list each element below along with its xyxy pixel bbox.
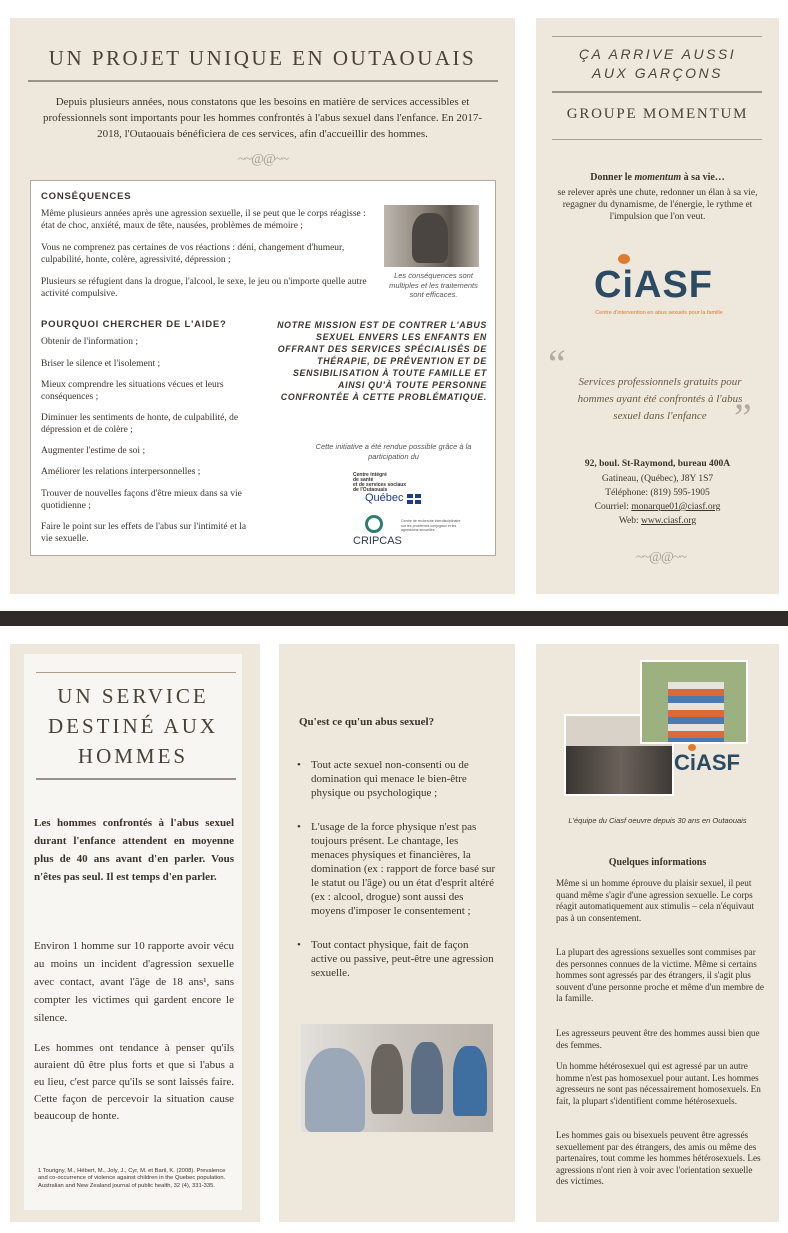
rule [36, 778, 236, 780]
web-link[interactable]: www.ciasf.org [641, 516, 697, 526]
team-photo-scene [566, 746, 674, 796]
cripcas-name: CRIPCAS [353, 535, 402, 547]
photo-caption: Les conséquences sont multiples et les traitements sont efficaces. [389, 271, 478, 299]
team-photo-caption: L'équipe du Ciasf oeuvre depuis 30 ans en Outaouais [568, 816, 747, 825]
web-label: Web: [618, 516, 642, 526]
inner-card [24, 654, 242, 1210]
cisss-logo-line: de santé [353, 477, 374, 483]
email-line [536, 502, 779, 512]
ciasf-subtitle: Centre d'intervention en abus sexuels pour la famille [595, 310, 723, 316]
person-silhouette [412, 213, 448, 263]
panel-bottom-right [536, 644, 779, 1222]
cisss-outaouais-logo [351, 472, 441, 504]
sad-man-photo [384, 205, 479, 267]
title-underline [28, 80, 498, 82]
definition-text: Tout contact physique, fait de façon active ou passive, peut-être une agression sexuelle. [311, 939, 494, 979]
ornament-divider: ~~@@~~ [238, 152, 289, 167]
close-quote-icon: ” [734, 395, 752, 440]
open-quote-icon: “ [548, 341, 566, 386]
section-title-line-3: HOMMES [77, 744, 189, 768]
definition-item [297, 820, 497, 918]
ciasf-small-wordmark: CiASF [674, 750, 740, 775]
panel-bottom-middle [279, 644, 515, 1222]
info-paragraph: Les agresseurs peuvent être des hommes aussi bien que des femmes. [556, 1028, 760, 1050]
definition-item [297, 758, 497, 800]
why-item: Faire le point sur les effets de l'abus sur l'intimité et la vie sexuelle. [41, 522, 247, 544]
services-quote: Services professionnels gratuits pour hommes ayant été confrontés à l'abus sexuel dans l'enfance [577, 376, 743, 422]
bold-statement: Les hommes confrontés à l'abus sexuel durant l'enfance attendent en moyenne plus de 40 ans avant d'en parler. Vous n'êtes pas seul. Il est temps d'en parler. [34, 817, 234, 883]
panel-top-left [10, 18, 515, 594]
why-item: Améliorer les relations interpersonnelles ; [41, 467, 201, 477]
web-line [536, 516, 779, 526]
address-line: 92, boul. St-Raymond, bureau 400A [584, 459, 731, 469]
momentum-text: se relever après une chute, redonner un élan à sa vie, regagner du dynamisme, de l'énergie, le rythme et l'impulsion que l'on veut. [557, 188, 758, 222]
consequences-heading: CONSÉQUENCES [41, 191, 132, 202]
intro-text: Depuis plusieurs années, nous constatons que les besoins en matière de services accessibles et professionnels sont importants pour les hommes confrontés à l'abus sexuel dans l'enfance. En 2017-2018, l'Outaouais bénéficiera de ces services, afin d'accueillir des hommes. [43, 96, 482, 140]
footnote: 1 Tourigny, M., Hébert, M., Joly, J., Cyr, M. et Baril, K. (2008). Prevalence and co-occurrence of violence against children in the Quebec population. Australian and New Zealand journal of public health, 32 (4), 331-335. [38, 1168, 226, 1189]
tagline-line-2: AUX GARÇONS [592, 65, 723, 81]
ciasf-logo [594, 254, 724, 326]
consequence-item: Plusieurs se réfugient dans la drogue, l'alcool, le sexe, le jeu ou n'importe quelle autre activité compulsive. [41, 277, 367, 299]
quebec-wordmark: Québec [365, 492, 404, 504]
why-item: Diminuer les sentiments de honte, de culpabilité, de dépression et de colère ; [41, 413, 239, 435]
person-silhouette [371, 1044, 403, 1114]
content-box [30, 180, 496, 556]
person-silhouette [411, 1042, 443, 1114]
child-shirt [668, 682, 724, 744]
definition-text: L'usage de la force physique n'est pas toujours présent. Le chantage, les menaces physiques et financières, la domination (ex : rapport de force basé sur le statut ou l'âge) ou un état d'esprit altéré (ex : alcool, drogue) sont aussi des moyens d'imposer le consentement ; [311, 821, 496, 917]
email-label: Courriel: [594, 502, 632, 512]
why-heading: POURQUOI CHERCHER DE L'AIDE? [41, 319, 227, 330]
why-item: Augmenter l'estime de soi ; [41, 446, 146, 456]
person-silhouette [305, 1048, 365, 1132]
ornament-divider: ~~@@~~ [636, 550, 687, 565]
info-paragraph: La plupart des agressions sexuelles sont commises par des personnes connues de la victime. Même si certains hommes sont agressés par des étrangers, il s'agit plus souvent d'une personne proche et même d'un membre de la famille. [556, 947, 764, 1003]
cripcas-logo [353, 515, 463, 553]
email-link[interactable]: monarque01@ciasf.org [631, 502, 721, 512]
section-title-line-2: DESTINÉ AUX [47, 714, 219, 738]
consequence-item: Même plusieurs années après une agression sexuelle, il se peut que le corps réagisse : état de choc, anxiété, maux de tête, nausées, problèmes de mémoire ; [41, 209, 366, 231]
definition-list [297, 758, 497, 980]
why-item: Briser le silence et l'isolement ; [41, 359, 161, 369]
info-paragraph: Les hommes gais ou bisexuels peuvent être agressés sexuellement par des étrangers, des amis ou même des partenaires, tout comme les hommes hétérosexuels. Les agressions n'ont rien à voir avec l'orientation sexuelle des victimes. [556, 1130, 761, 1186]
why-item: Trouver de nouvelles façons d'être mieux dans sa vie quotidienne ; [41, 489, 242, 511]
abuse-definition-heading: Qu'est ce qu'un abus sexuel? [299, 716, 435, 728]
ciasf-small-logo [674, 744, 754, 788]
group-therapy-photo [301, 1024, 493, 1132]
momentum-intro [536, 172, 779, 183]
statistic-paragraph: Environ 1 homme sur 10 rapporte avoir vécu au moins un incident d'agression sexuelle avec contact, avant l'âge de 18 ans¹, sans compter les victimes qui gardent encore le silence. [34, 940, 234, 1024]
momentum-intro-a: Donner le [590, 172, 635, 183]
panel-top-right [536, 18, 779, 594]
mission-statement: NOTRE MISSION EST DE CONTRER L'ABUS SEXUEL ENVERS LES ENFANTS EN OFFRANT DES SERVICES SPÉCIALISÉS DE THÉRAPIE, DE PRÉVENTION ET DE SENSIBILISATION À TOUTE FAMILLE ET AINSI QU'À TOUTE PERSONNE CONFRONTÉE À CETTE PROBLÉMATIQUE. [277, 320, 487, 402]
person-silhouette [453, 1046, 487, 1116]
page-title: UN PROJET UNIQUE EN OUTAOUAIS [48, 46, 477, 70]
phone-line: Téléphone: (819) 595-1905 [605, 488, 710, 498]
consequence-item: Vous ne comprenez pas certaines de vos réactions : déni, changement d'humeur, culpabilité, honte, colère, agressivité, dépression ; [41, 243, 345, 265]
rule [36, 672, 236, 673]
definition-item [297, 938, 497, 980]
cripcas-emblem-icon [365, 515, 383, 533]
tagline-line-1: ÇA ARRIVE AUSSI [578, 46, 737, 62]
rule [552, 139, 762, 140]
butterfly-icon [618, 254, 630, 264]
flag-cross-h [407, 498, 421, 500]
rule [552, 91, 762, 93]
cripcas-subtitle: Centre de recherche interdisciplinaire sur les problèmes conjugaux et les agressions sexuelles [401, 519, 461, 533]
shame-paragraph: Les hommes ont tendance à penser qu'ils auraient dû être plus forts et que si l'abus a eu lieu, c'est parce qu'ils se sont laissés faire. Cette façon de percevoir la situation cause beaucoup de honte. [34, 1042, 234, 1122]
info-paragraph: Même si un homme éprouve du plaisir sexuel, il peut quand même s'agir d'une agression sexuelle. Le corps réagit automatiquement aux stimulis – cela n'équivaut pas à un consentement. [556, 878, 755, 923]
city-line: Gatineau, (Québec), J8Y 1S7 [601, 474, 714, 484]
why-item: Mieux comprendre les situations vécues et leurs conséquences ; [41, 380, 224, 402]
ciasf-wordmark: CiASF [594, 264, 713, 306]
definition-text: Tout acte sexuel non-consenti ou de domination qui menace le bien-être physique ou psychologique ; [311, 759, 469, 799]
panel-bottom-left [10, 644, 260, 1222]
why-item: Obtenir de l'information ; [41, 337, 138, 347]
section-title-line-1: UN SERVICE [57, 684, 209, 708]
info-paragraph: Un homme hétérosexuel qui est agressé par un autre homme n'est pas homosexuel pour autant. Les hommes agresseurs ne sont pas nécessairement homosexuels. En fait, la plupart s'identifient comme hétérosexuels. [556, 1061, 761, 1106]
group-name: GROUPE MOMENTUM [566, 106, 749, 122]
info-heading: Quelques informations [608, 857, 707, 868]
page-separator [0, 611, 788, 626]
rule [552, 36, 762, 37]
cisss-logo-line: Centre intégré [353, 472, 387, 478]
cisss-logo-line: et de services sociaux [353, 482, 407, 488]
momentum-intro-c: à sa vie… [681, 172, 725, 183]
child-photo [640, 660, 748, 744]
momentum-intro-b: momentum [634, 172, 682, 183]
quebec-flag-icon [407, 494, 421, 504]
sponsor-text: Cette initiative a été rendue possible grâce à la participation du [315, 442, 472, 461]
cisss-logo-line: de l'Outaouais [353, 487, 388, 493]
